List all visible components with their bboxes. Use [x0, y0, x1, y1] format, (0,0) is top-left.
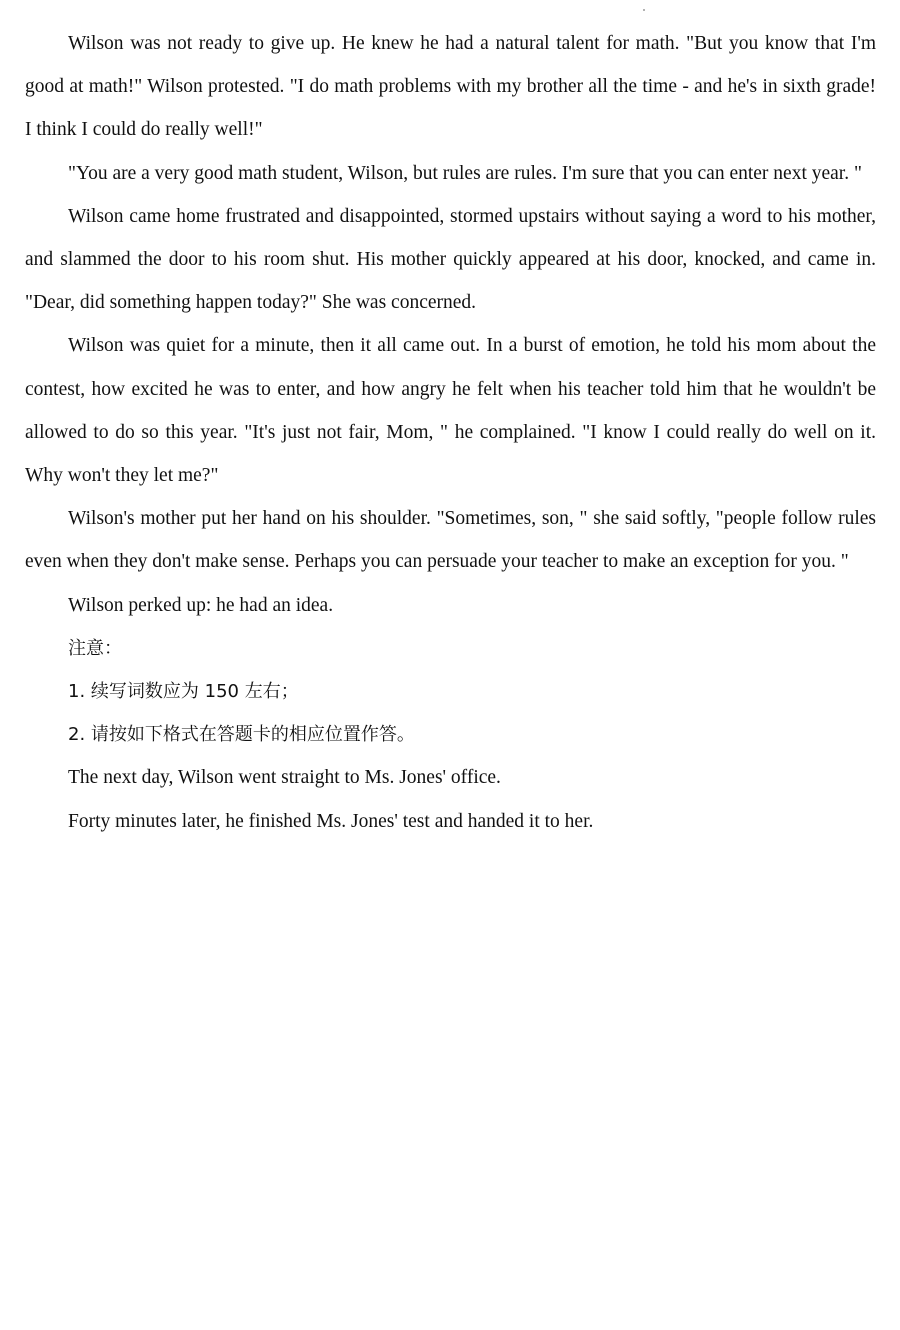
notes-heading: 注意：: [68, 637, 122, 659]
paragraph-6: Wilson perked up: he had an idea.: [68, 594, 334, 616]
paragraph-4: Wilson was quiet for a minute, then it all came out. In a burst of emotion, he told his mom about the contest, how excited he was to enter, and how angry he felt when his teacher told him that he wouldn't be allowed to do so this year. "It's just not fair, Mom, " he complained. "I know I could really do well on it. Why won't they let me?": [25, 335, 876, 487]
note-item-2: 2. 请按如下格式在答题卡的相应位置作答。: [68, 724, 415, 746]
paragraph-5: Wilson's mother put her hand on his shoulder. "Sometimes, son, " she said softly, "people follow rules even when they don't make sense. Perhaps you can persuade your teacher to make an exception for you. ": [25, 508, 876, 573]
continuation-prompt-1: The next day, Wilson went straight to Ms. Jones' office.: [68, 767, 501, 789]
paragraph-2: "You are a very good math student, Wilson, but rules are rules. I'm sure that you can enter next year. ": [68, 162, 862, 184]
paragraph-3: Wilson came home frustrated and disappointed, stormed upstairs without saying a word to his mother, and slammed the door to his room shut. His mother quickly appeared at his door, knocked, and came in. "Dear, did something happen today?" She was concerned.: [25, 205, 876, 314]
passage-body: [25, 22, 876, 843]
scan-speck: [643, 9, 645, 11]
continuation-prompt-2: Forty minutes later, he finished Ms. Jones' test and handed it to her.: [68, 810, 594, 832]
note-item-1: 1. 续写词数应为 150 左右；: [68, 681, 299, 703]
paragraph-1: Wilson was not ready to give up. He knew he had a natural talent for math. "But you know that I'm good at math!" Wilson protested. "I do math problems with my brother all the time - and he's in sixth grade! I think I could do really well!": [25, 33, 876, 141]
